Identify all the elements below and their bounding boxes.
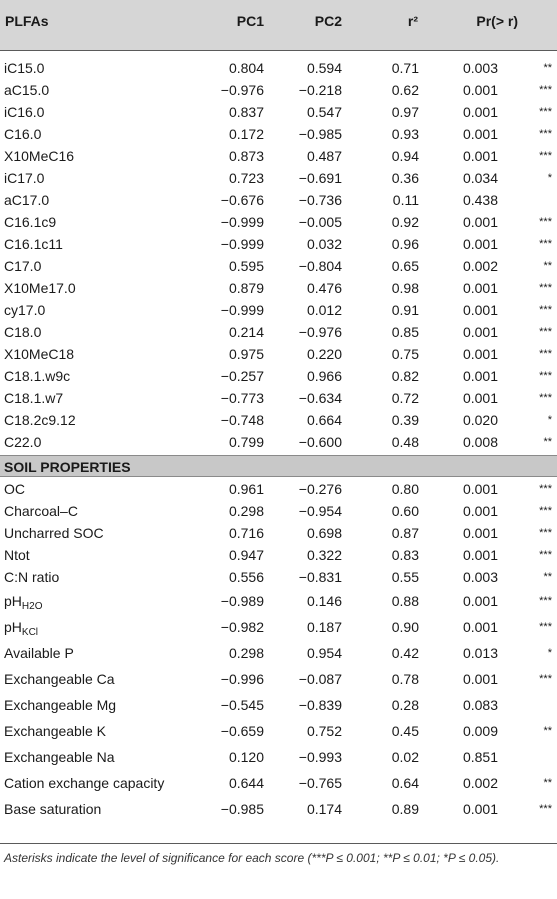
row-significance: * xyxy=(547,647,552,659)
row-pr: 0.001 xyxy=(462,214,498,230)
row-r2: 0.48 xyxy=(391,434,419,450)
row-pr: 0.001 xyxy=(462,324,498,340)
row-pc2: −0.839 xyxy=(298,697,342,713)
table-row xyxy=(0,57,557,79)
row-pc1: 0.975 xyxy=(228,346,264,362)
row-pr: 0.001 xyxy=(462,236,498,252)
row-r2: 0.62 xyxy=(391,82,419,98)
ph-label: pH xyxy=(4,593,22,609)
row-pr: 0.438 xyxy=(462,192,498,208)
row-pr: 0.001 xyxy=(462,547,498,563)
row-significance: *** xyxy=(539,348,552,360)
row-pc1: 0.595 xyxy=(228,258,264,274)
row-pc2: −0.691 xyxy=(298,170,342,186)
soil-group xyxy=(0,478,557,822)
row-r2: 0.71 xyxy=(391,60,419,76)
row-significance: *** xyxy=(539,106,552,118)
row-pc2: −0.954 xyxy=(298,503,342,519)
row-pc1: −0.257 xyxy=(220,368,264,384)
row-r2: 0.60 xyxy=(391,503,419,519)
row-pc2: 0.174 xyxy=(306,801,342,817)
row-name xyxy=(4,588,42,614)
row-r2: 0.45 xyxy=(391,723,419,739)
row-pc2: 0.547 xyxy=(306,104,342,120)
row-pc1: 0.214 xyxy=(228,324,264,340)
row-pc1: −0.996 xyxy=(220,671,264,687)
row-significance: * xyxy=(547,414,552,426)
table-row xyxy=(0,744,557,770)
row-name: C17.0 xyxy=(4,258,42,274)
row-r2: 0.78 xyxy=(391,671,419,687)
row-name: C16.1c11 xyxy=(4,236,63,252)
table-row-ph-kcl xyxy=(0,614,557,640)
table-row xyxy=(0,211,557,233)
row-pc2: 0.187 xyxy=(306,619,342,635)
row-significance: *** xyxy=(539,128,552,140)
table-row xyxy=(0,343,557,365)
row-pc2: −0.804 xyxy=(298,258,342,274)
row-r2: 0.91 xyxy=(391,302,419,318)
row-r2: 0.83 xyxy=(391,547,419,563)
table-row xyxy=(0,277,557,299)
row-pc1: 0.556 xyxy=(228,569,264,585)
row-pc2: 0.954 xyxy=(306,645,342,661)
row-name: C:N ratio xyxy=(4,569,60,585)
row-r2: 0.72 xyxy=(391,390,419,406)
row-r2: 0.36 xyxy=(391,170,419,186)
row-significance: *** xyxy=(539,370,552,382)
row-name: X10MeC16 xyxy=(4,148,75,164)
table-row xyxy=(0,387,557,409)
table-row xyxy=(0,189,557,211)
row-pc1: 0.298 xyxy=(228,645,264,661)
row-pc1: 0.120 xyxy=(228,749,264,765)
row-significance: *** xyxy=(539,282,552,294)
row-name: Charcoal–C xyxy=(4,503,78,519)
row-pr: 0.008 xyxy=(462,434,498,450)
row-significance: *** xyxy=(539,84,552,96)
row-name: C16.0 xyxy=(4,126,42,142)
row-pr: 0.001 xyxy=(462,126,498,142)
section-soil-properties: SOIL PROPERTIES xyxy=(0,455,557,477)
table-footnote: Asterisks indicate the level of significance for each score (***P ≤ 0.001; **P ≤ 0.01; *P ≤ 0.05). xyxy=(4,851,500,865)
row-name: C18.0 xyxy=(4,324,42,340)
table-row xyxy=(0,692,557,718)
row-pc2: 0.664 xyxy=(306,412,342,428)
row-pc2: −0.634 xyxy=(298,390,342,406)
row-pr: 0.020 xyxy=(462,412,498,428)
row-r2: 0.64 xyxy=(391,775,419,791)
row-pc1: −0.976 xyxy=(220,82,264,98)
row-pc1: −0.989 xyxy=(220,593,264,609)
row-significance: *** xyxy=(539,392,552,404)
ph-subscript: KCl xyxy=(21,627,39,638)
row-pc1: −0.999 xyxy=(220,214,264,230)
table-row xyxy=(0,365,557,387)
row-name: OC xyxy=(4,481,25,497)
row-name: iC16.0 xyxy=(4,104,45,120)
table-row xyxy=(0,666,557,692)
row-r2: 0.87 xyxy=(391,525,419,541)
row-significance: *** xyxy=(539,483,552,495)
row-pr: 0.001 xyxy=(462,368,498,384)
row-r2: 0.94 xyxy=(391,148,419,164)
row-pc1: 0.947 xyxy=(228,547,264,563)
row-pr: 0.001 xyxy=(462,346,498,362)
row-name: Exchangeable Na xyxy=(4,749,115,765)
table-row xyxy=(0,167,557,189)
row-pr: 0.002 xyxy=(462,775,498,791)
row-significance: * xyxy=(547,172,552,184)
row-pr: 0.851 xyxy=(462,749,498,765)
row-r2: 0.02 xyxy=(391,749,419,765)
row-pc1: −0.773 xyxy=(220,390,264,406)
row-pc1: −0.999 xyxy=(220,302,264,318)
row-name: Ntot xyxy=(4,547,30,563)
header-pc1: PC1 xyxy=(236,13,264,29)
row-pr: 0.001 xyxy=(462,525,498,541)
row-significance: *** xyxy=(539,238,552,250)
row-r2: 0.75 xyxy=(391,346,419,362)
row-r2: 0.96 xyxy=(391,236,419,252)
table-row xyxy=(0,431,557,453)
row-pr: 0.001 xyxy=(462,619,498,635)
row-r2: 0.85 xyxy=(391,324,419,340)
table-row xyxy=(0,544,557,566)
row-pc2: 0.220 xyxy=(306,346,342,362)
ph-label: pH xyxy=(4,619,22,635)
row-pr: 0.013 xyxy=(462,645,498,661)
table-row xyxy=(0,522,557,544)
row-pc1: 0.799 xyxy=(228,434,264,450)
header-r2: r² xyxy=(407,13,418,29)
table-row xyxy=(0,478,557,500)
row-name xyxy=(4,614,38,640)
row-pr: 0.009 xyxy=(462,723,498,739)
row-r2: 0.11 xyxy=(392,192,419,208)
row-pc2: −0.985 xyxy=(298,126,342,142)
row-name: cy17.0 xyxy=(4,302,46,318)
row-r2: 0.97 xyxy=(391,104,419,120)
table-header xyxy=(0,0,557,51)
row-r2: 0.90 xyxy=(391,619,419,635)
row-pc2: −0.993 xyxy=(298,749,342,765)
row-name: C16.1c9 xyxy=(4,214,57,230)
row-pr: 0.001 xyxy=(462,503,498,519)
row-r2: 0.28 xyxy=(391,697,419,713)
row-name: Base saturation xyxy=(4,801,102,817)
row-pc1: 0.172 xyxy=(228,126,264,142)
row-pr: 0.003 xyxy=(462,569,498,585)
row-name: X10MeC18 xyxy=(4,346,75,362)
row-pc2: 0.012 xyxy=(306,302,342,318)
table-row xyxy=(0,255,557,277)
table-row xyxy=(0,233,557,255)
row-pc2: 0.032 xyxy=(306,236,342,252)
plfa-group xyxy=(0,57,557,453)
row-name: X10Me17.0 xyxy=(4,280,76,296)
row-pr: 0.001 xyxy=(462,104,498,120)
row-significance: ** xyxy=(543,260,552,272)
row-pc2: −0.736 xyxy=(298,192,342,208)
row-pc2: −0.976 xyxy=(298,324,342,340)
table-row xyxy=(0,321,557,343)
table-row xyxy=(0,796,557,822)
row-significance: ** xyxy=(543,436,552,448)
row-significance: *** xyxy=(539,595,552,607)
row-pc2: −0.087 xyxy=(298,671,342,687)
table-row xyxy=(0,770,557,796)
row-r2: 0.98 xyxy=(391,280,419,296)
table-row xyxy=(0,409,557,431)
row-pc2: 0.487 xyxy=(306,148,342,164)
row-pc2: −0.218 xyxy=(298,82,342,98)
row-significance: ** xyxy=(543,725,552,737)
row-name: aC15.0 xyxy=(4,82,50,98)
row-pc2: −0.005 xyxy=(298,214,342,230)
row-significance: *** xyxy=(539,527,552,539)
row-r2: 0.80 xyxy=(391,481,419,497)
row-pc2: 0.966 xyxy=(306,368,342,384)
row-pr: 0.001 xyxy=(462,148,498,164)
row-significance: ** xyxy=(543,571,552,583)
row-r2: 0.42 xyxy=(391,645,419,661)
table-row xyxy=(0,640,557,666)
row-pr: 0.001 xyxy=(462,593,498,609)
row-pr: 0.001 xyxy=(462,302,498,318)
row-pr: 0.001 xyxy=(462,280,498,296)
row-pc2: 0.698 xyxy=(306,525,342,541)
row-r2: 0.93 xyxy=(391,126,419,142)
row-pr: 0.002 xyxy=(462,258,498,274)
row-pc1: 0.298 xyxy=(228,503,264,519)
row-significance: *** xyxy=(539,673,552,685)
header-pc2: PC2 xyxy=(314,13,342,29)
row-pr: 0.001 xyxy=(462,390,498,406)
ph-subscript: H2O xyxy=(21,601,43,612)
row-significance: ** xyxy=(543,62,552,74)
row-pc1: 0.837 xyxy=(228,104,264,120)
row-name: C18.1.w7 xyxy=(4,390,64,406)
row-name: Exchangeable Mg xyxy=(4,697,117,713)
row-pr: 0.001 xyxy=(462,671,498,687)
row-pc1: 0.723 xyxy=(228,170,264,186)
row-pc2: 0.322 xyxy=(306,547,342,563)
row-name: C18.2c9.12 xyxy=(4,412,76,428)
row-name: Cation exchange capacity xyxy=(4,775,165,791)
row-pc1: −0.985 xyxy=(220,801,264,817)
row-name: C22.0 xyxy=(4,434,42,450)
header-plfas: PLFAs xyxy=(5,13,49,29)
table-row xyxy=(0,718,557,744)
row-pc1: −0.659 xyxy=(220,723,264,739)
row-pc2: 0.146 xyxy=(306,593,342,609)
row-r2: 0.88 xyxy=(391,593,419,609)
row-r2: 0.92 xyxy=(391,214,419,230)
table-body xyxy=(0,57,557,822)
row-pc2: 0.476 xyxy=(306,280,342,296)
row-pc2: −0.600 xyxy=(298,434,342,450)
row-r2: 0.89 xyxy=(391,801,419,817)
row-significance: *** xyxy=(539,326,552,338)
table-row xyxy=(0,101,557,123)
row-pc1: −0.748 xyxy=(220,412,264,428)
row-pc2: 0.752 xyxy=(306,723,342,739)
row-pc1: 0.644 xyxy=(228,775,264,791)
row-name: Available P xyxy=(4,645,74,661)
row-pc2: −0.276 xyxy=(298,481,342,497)
row-name: iC17.0 xyxy=(4,170,45,186)
row-name: Exchangeable K xyxy=(4,723,106,739)
header-pr: Pr(> r) xyxy=(476,13,518,29)
row-pc2: 0.594 xyxy=(306,60,342,76)
row-r2: 0.65 xyxy=(391,258,419,274)
row-pr: 0.083 xyxy=(462,697,498,713)
table-row xyxy=(0,500,557,522)
row-pc1: −0.999 xyxy=(220,236,264,252)
row-r2: 0.55 xyxy=(391,569,419,585)
row-pc1: −0.982 xyxy=(220,619,264,635)
row-pr: 0.001 xyxy=(462,82,498,98)
row-name: iC15.0 xyxy=(4,60,45,76)
row-significance: *** xyxy=(539,304,552,316)
row-pc2: −0.765 xyxy=(298,775,342,791)
row-pr: 0.003 xyxy=(462,60,498,76)
row-r2: 0.82 xyxy=(391,368,419,384)
row-name: Uncharred SOC xyxy=(4,525,104,541)
table-bottom-rule xyxy=(0,843,557,844)
row-r2: 0.39 xyxy=(391,412,419,428)
table-row xyxy=(0,145,557,167)
row-name: Exchangeable Ca xyxy=(4,671,115,687)
row-significance: *** xyxy=(539,621,552,633)
table-row xyxy=(0,299,557,321)
table-row xyxy=(0,79,557,101)
row-significance: *** xyxy=(539,549,552,561)
table-row xyxy=(0,566,557,588)
row-pc1: 0.804 xyxy=(228,60,264,76)
row-pc1: −0.545 xyxy=(220,697,264,713)
row-pr: 0.001 xyxy=(462,481,498,497)
row-pc1: −0.676 xyxy=(220,192,264,208)
row-significance: *** xyxy=(539,505,552,517)
row-pc1: 0.873 xyxy=(228,148,264,164)
row-name: C18.1.w9c xyxy=(4,368,71,384)
row-significance: ** xyxy=(543,777,552,789)
row-name: aC17.0 xyxy=(4,192,50,208)
row-pr: 0.034 xyxy=(462,170,498,186)
row-pc1: 0.961 xyxy=(228,481,264,497)
table-row xyxy=(0,123,557,145)
row-pc2: −0.831 xyxy=(298,569,342,585)
row-significance: *** xyxy=(539,216,552,228)
table-row-ph-h2o xyxy=(0,588,557,614)
row-pc1: 0.716 xyxy=(228,525,264,541)
row-significance: *** xyxy=(539,150,552,162)
row-pc1: 0.879 xyxy=(228,280,264,296)
row-pr: 0.001 xyxy=(462,801,498,817)
row-significance: *** xyxy=(539,803,552,815)
